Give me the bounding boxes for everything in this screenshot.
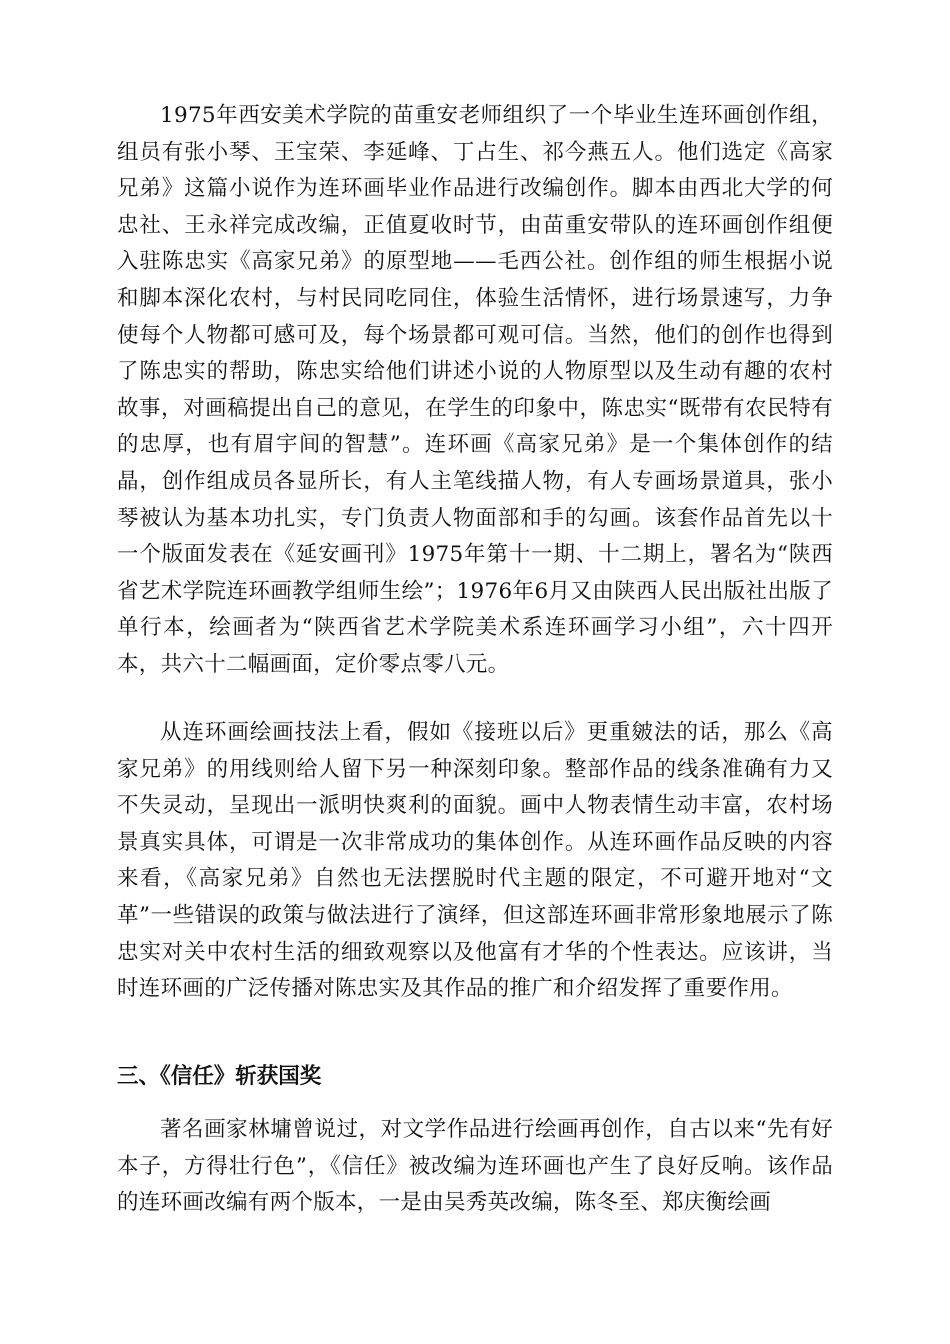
paragraph-text: 1975年西安美术学院的苗重安老师组织了一个毕业生连环画创作组，组员有张小琴、王宝荣、李延峰、丁占生、祁今燕五人。他们选定《高家兄弟》这篇小说作为连环画毕业作品进行改编创作。脚本由西北大学的何忠社、王永祥完成改编，正值夏收时节，由苗重安带队的连环画创作组便入驻陈忠实《高家兄弟》的原型地——毛西公社。创作组的师生根据小说和脚本深化农村，与村民同吃同住，体验生活情怀，进行场景速写，力争使每个人物都可感可及，每个场景都可观可信。当然，他们的创作也得到了陈忠实的帮助，陈忠实给他们讲述小说的人物原型以及生动有趣的农村故事，对画稿提出自己的意见，在学生的印象中，陈忠实“既带有农民特有的忠厚，也有眉宇间的智慧”。连环画《高家兄弟》是一个集体创作的结晶，创作组成员各显所长，有人主笔线描人物，有人专画场景道具，张小琴被认为基本功扎实，专门负责人物面部和手的勾画。该套作品首先以十一个版面发表在《延安画刊》1975年第十一期、十二期上，署名为“陕西省艺术学院连环画教学组师生绘”；1976年6月又由陕西人民出版社出版了单行本，绘画者为“陕西省艺术学院美术系连环画学习小组”，六十四开本，共六十二幅画面，定价零点零八元。 — [117, 103, 833, 677]
paragraph-text: 从连环画绘画技法上看，假如《接班以后》更重皴法的话，那么《高家兄弟》的用线则给人留下另一种深刻印象。整部作品的线条准确有力又不失灵动，呈现出一派明快爽利的面貌。画中人物表情生动丰富，农村场景真实具体，可谓是一次非常成功的集体创作。从连环画作品反映的内容来看，《高家兄弟》自然也无法摆脱时代主题的限定，不可避开地对“文革”一些错误的政策与做法进行了演绎，但这部连环画非常形象地展示了陈忠实对关中农村生活的细致观察以及他富有才华的个性表达。应该讲，当时连环画的广泛传播对陈忠实及其作品的推广和介绍发挥了重要作用。 — [117, 720, 833, 1002]
body-paragraph-2 — [117, 715, 833, 1008]
section-heading: 三、《信任》斩获国奖 — [117, 1064, 322, 1089]
body-paragraph-1 — [117, 98, 833, 684]
body-paragraph-3 — [117, 1112, 833, 1222]
paragraph-text: 著名画家林墉曾说过，对文学作品进行绘画再创作，自古以来“先有好本子，方得壮行色”，《信任》被改编为连环画也产生了良好反响。该作品的连环画改编有两个版本，一是由吴秀英改编，陈冬至、郑庆衡绘画 — [117, 1117, 833, 1216]
